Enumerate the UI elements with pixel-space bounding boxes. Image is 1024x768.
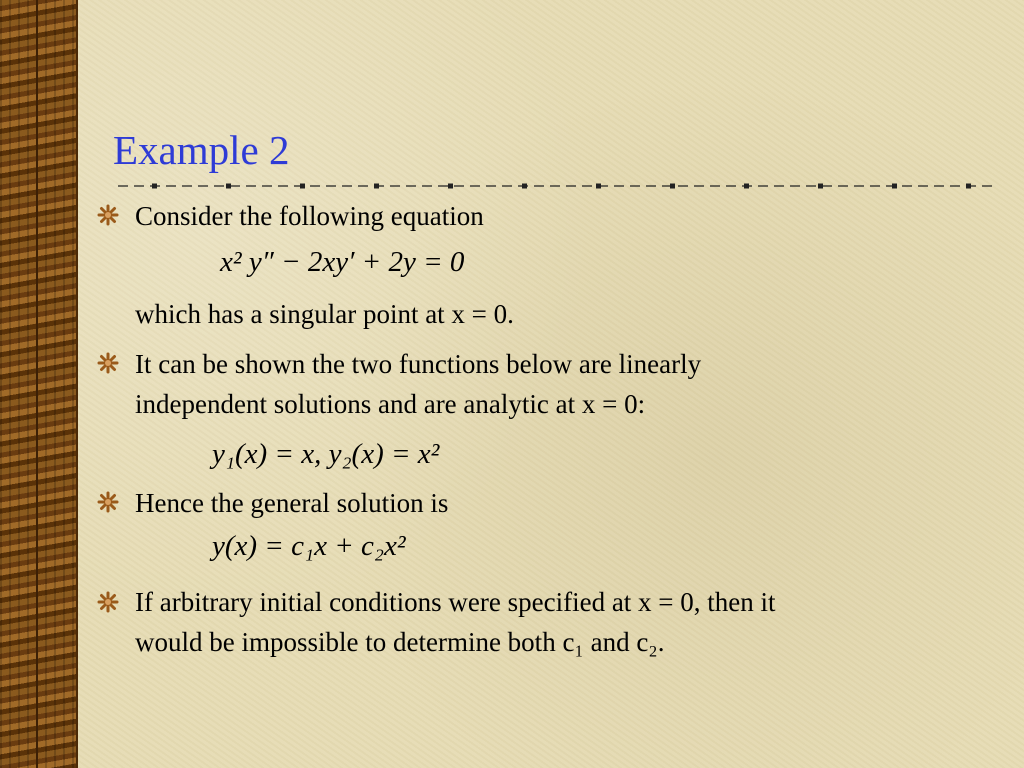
bullet-1-text: Consider the following equation bbox=[135, 201, 484, 231]
bullet-4-line-1: If arbitrary initial conditions were specified at x = 0, then it bbox=[135, 587, 776, 617]
bullet-star-icon bbox=[96, 490, 120, 514]
bullet-star-icon bbox=[96, 351, 120, 375]
slide-title: Example 2 bbox=[113, 127, 290, 173]
bullet-star-icon bbox=[96, 590, 120, 614]
sidebar-line bbox=[36, 0, 38, 768]
bullet-2-line-1: It can be shown the two functions below are linearly bbox=[135, 349, 702, 379]
bullet-3-text: Hence the general solution is bbox=[135, 488, 449, 518]
bullet-star-icon bbox=[96, 203, 120, 227]
decorative-sidebar bbox=[0, 0, 78, 768]
bullet-2-line-2: independent solutions and are analytic at x = 0: bbox=[135, 389, 646, 419]
bullet-1-followup: which has a singular point at x = 0. bbox=[135, 299, 514, 329]
bullet-4-line-2: would be impossible to determine both c₁ and c₂. bbox=[135, 627, 665, 657]
equation-ode bbox=[220, 246, 464, 279]
equation-general-solution-text: y(x) = c₁x + c₂x² bbox=[212, 530, 406, 562]
equation-ode-text: x² y″ − 2xy′ + 2y = 0 bbox=[220, 246, 465, 278]
equation-general-solution bbox=[212, 530, 406, 563]
equation-solutions bbox=[212, 438, 439, 471]
title-divider bbox=[118, 182, 994, 190]
equation-solutions-text: y₁(x) = x, y₂(x) = x² bbox=[212, 438, 440, 470]
